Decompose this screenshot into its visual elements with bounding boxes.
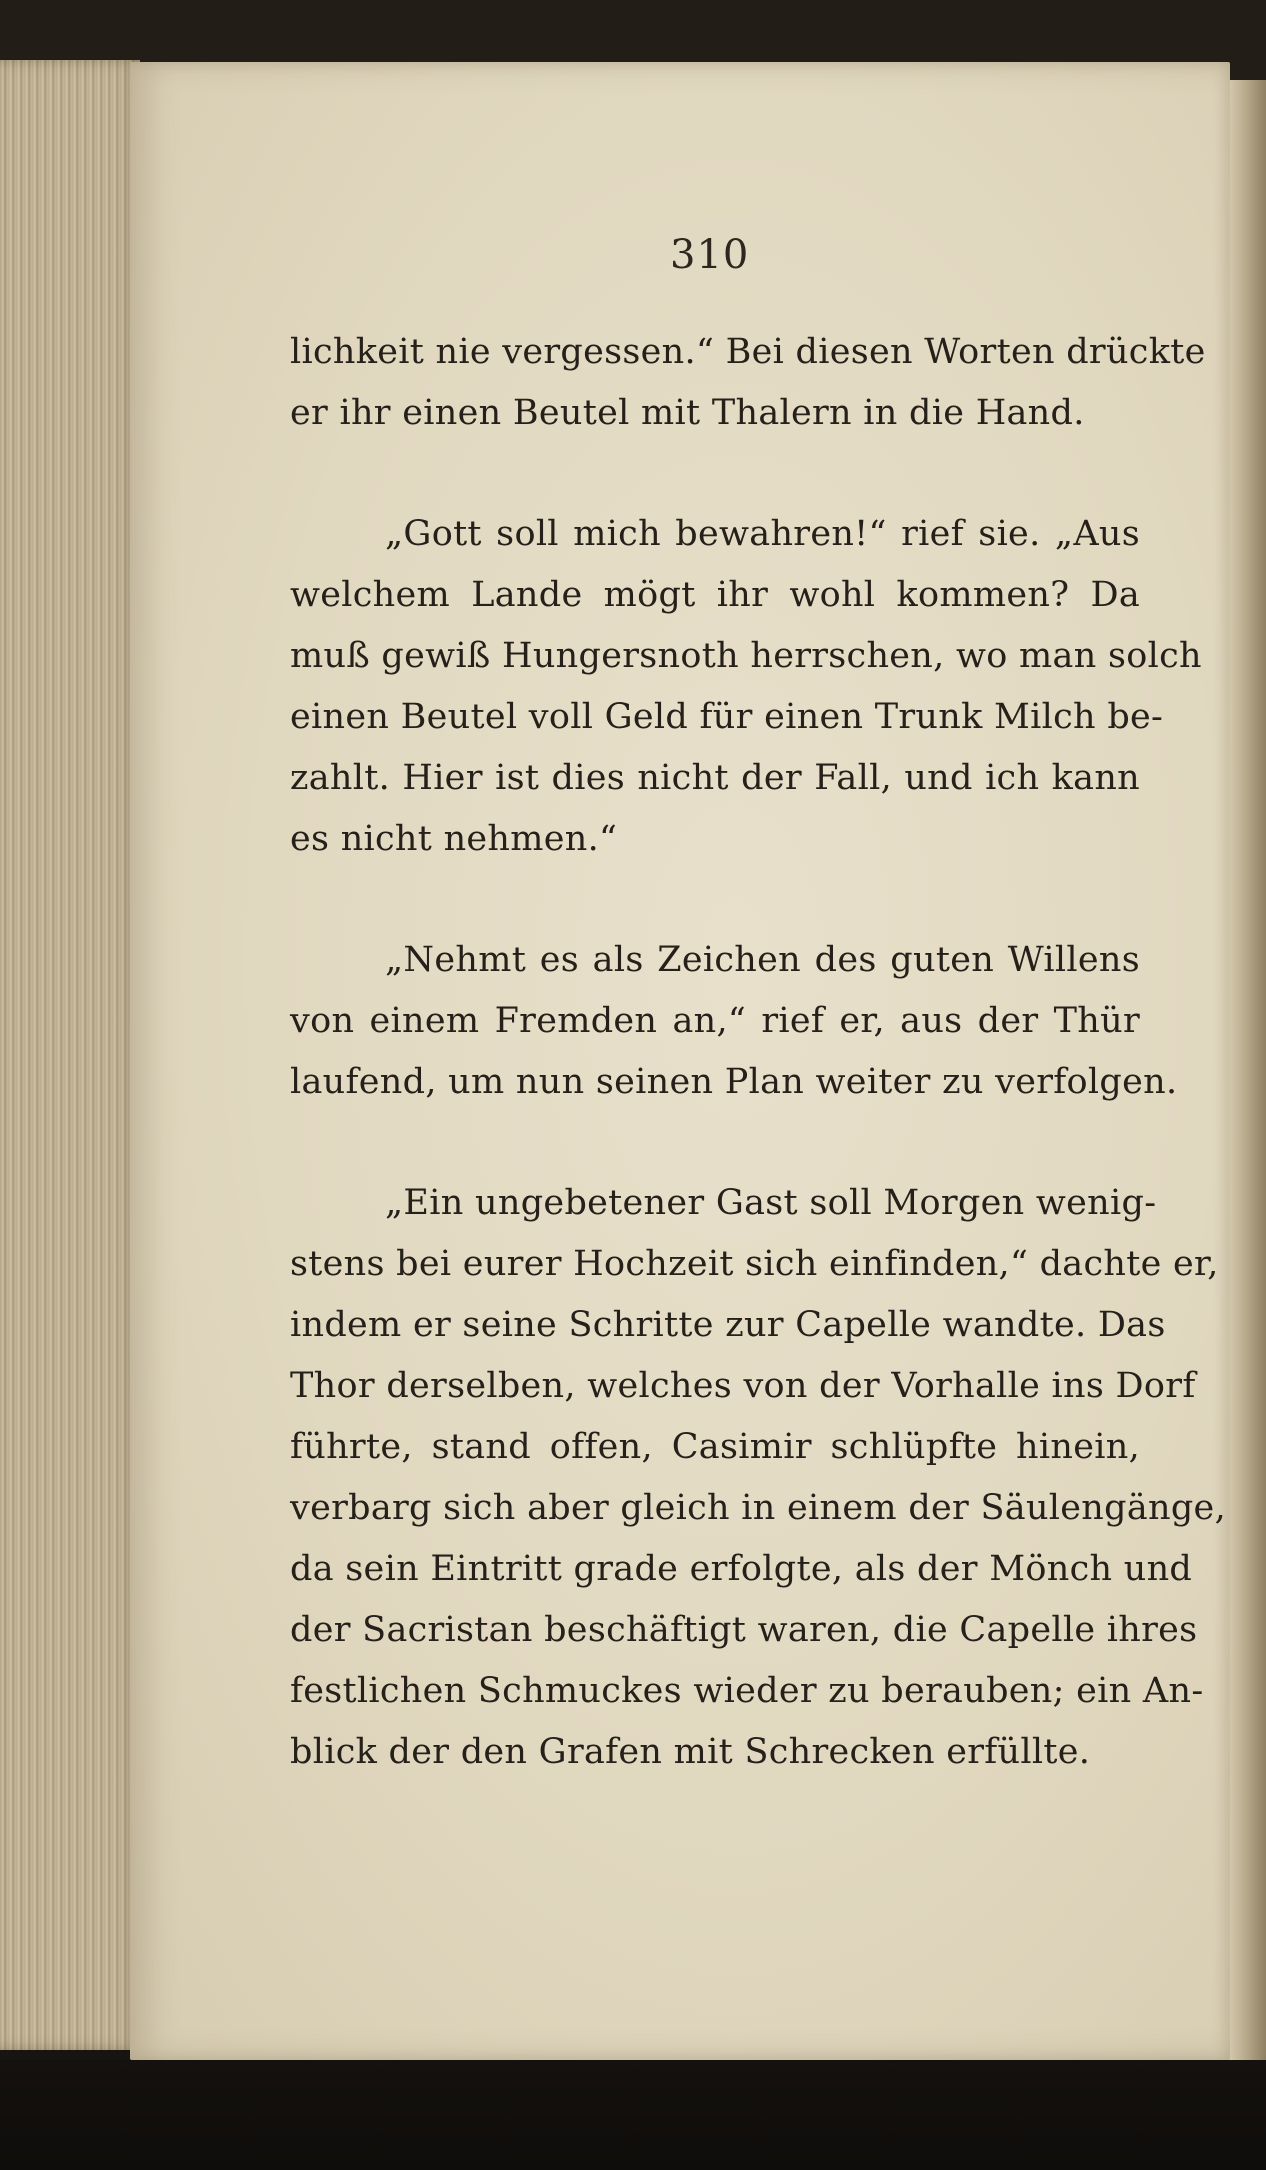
- text-line: Thor derselben, welches von der Vorhalle ins Dorf: [290, 1366, 1196, 1406]
- paragraph-4: [290, 1173, 1226, 1783]
- text-line: verbarg sich aber gleich in einem der Säulengänge,: [290, 1488, 1226, 1528]
- book-bottom-edge: [0, 2060, 1266, 2170]
- paragraph-3: [290, 930, 1178, 1113]
- text-line: von einem Fremden an,“ rief er, aus der Thür: [290, 1001, 1140, 1041]
- text-line: führte, stand offen, Casimir schlüpfte hinein,: [290, 1427, 1140, 1467]
- text-line: „Ein ungebetener Gast soll Morgen wenig-: [385, 1183, 1157, 1223]
- paragraph-1: [290, 322, 1206, 444]
- text-line: muß gewiß Hungersnoth herrschen, wo man solch: [290, 636, 1202, 676]
- page-number: 310: [670, 232, 750, 278]
- text-line: laufend, um nun seinen Plan weiter zu verfolgen.: [290, 1062, 1178, 1102]
- paragraph-2: [290, 504, 1202, 870]
- page-edges-left: [0, 60, 140, 2050]
- text-line: lichkeit nie vergessen.“ Bei diesen Worten drückte: [290, 332, 1206, 372]
- text-line: er ihr einen Beutel mit Thalern in die Hand.: [290, 393, 1085, 433]
- text-line: blick der den Grafen mit Schrecken erfüllte.: [290, 1732, 1091, 1772]
- text-line: zahlt. Hier ist dies nicht der Fall, und ich kann: [290, 758, 1140, 798]
- text-line: „Nehmt es als Zeichen des guten Willens: [385, 940, 1140, 980]
- page-text: [290, 322, 1226, 1783]
- text-line: einen Beutel voll Geld für einen Trunk Milch be-: [290, 697, 1164, 737]
- text-line: „Gott soll mich bewahren!“ rief sie. „Aus: [385, 514, 1140, 554]
- text-line: da sein Eintritt grade erfolgte, als der Mönch und: [290, 1549, 1193, 1589]
- text-line: stens bei eurer Hochzeit sich einfinden,“ dachte er,: [290, 1244, 1219, 1284]
- text-line: der Sacristan beschäftigt waren, die Capelle ihres: [290, 1610, 1198, 1650]
- text-line: es nicht nehmen.“: [290, 819, 618, 859]
- text-line: festlichen Schmuckes wieder zu berauben; ein An-: [290, 1671, 1204, 1711]
- text-line: welchem Lande mögt ihr wohl kommen? Da: [290, 575, 1140, 615]
- page-edges-right: [1226, 80, 1266, 2060]
- text-line: indem er seine Schritte zur Capelle wandte. Das: [290, 1305, 1166, 1345]
